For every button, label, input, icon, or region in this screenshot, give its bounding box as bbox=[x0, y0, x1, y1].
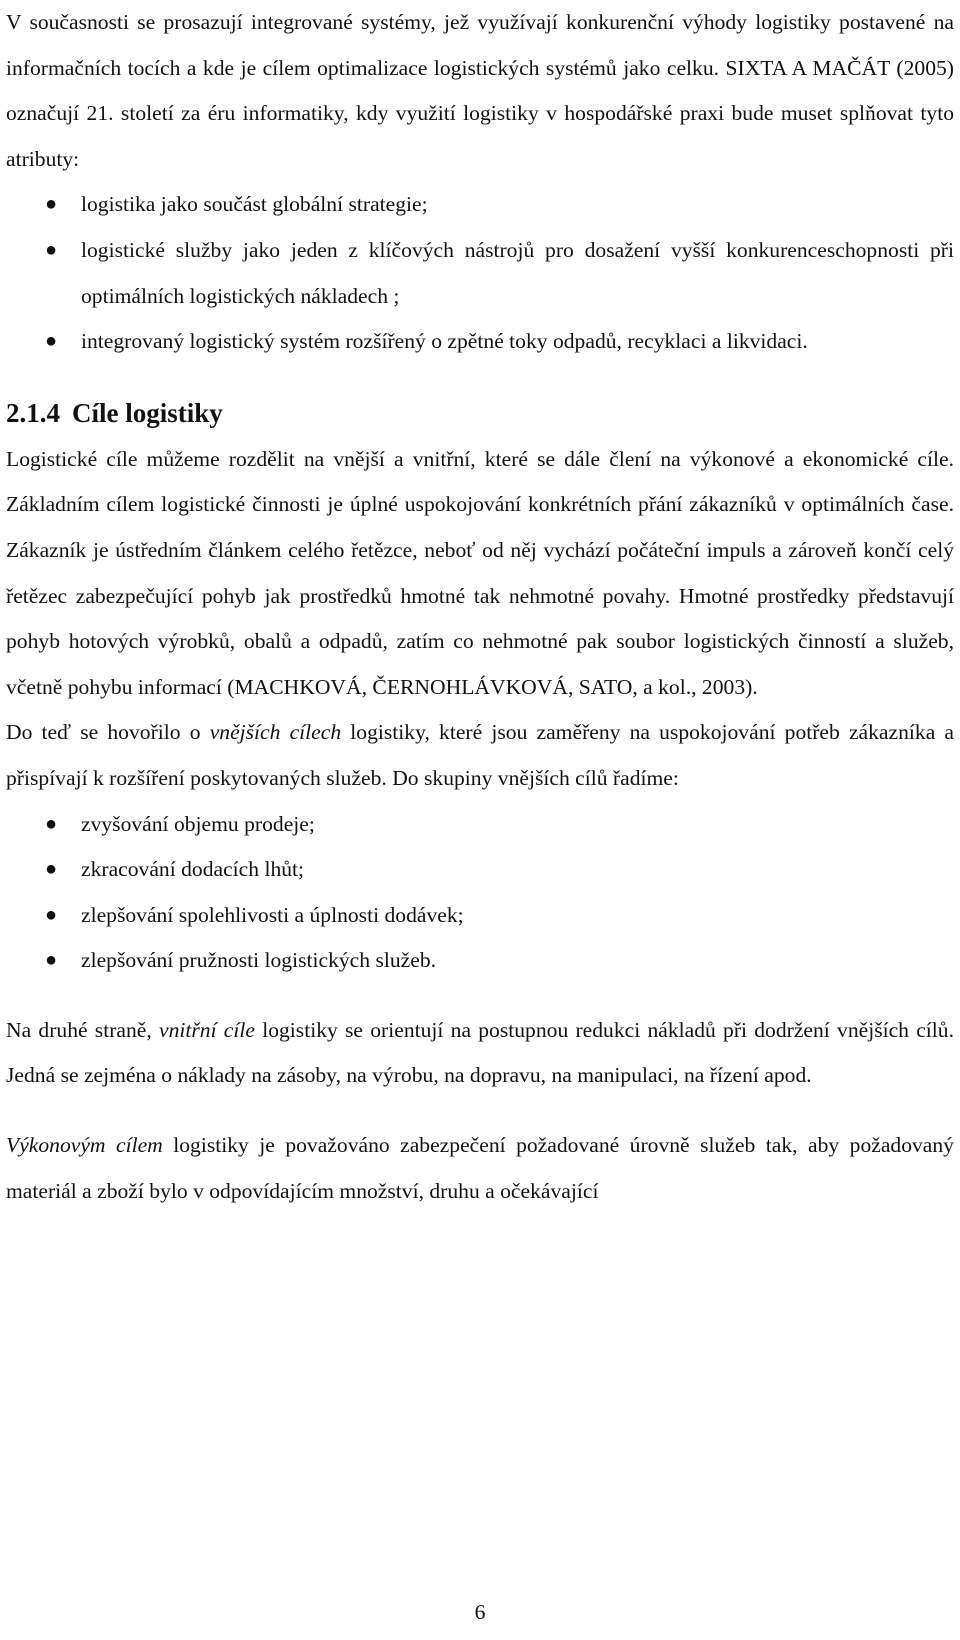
section-heading bbox=[6, 389, 954, 437]
bullet-icon: ● bbox=[45, 949, 58, 972]
list-item bbox=[6, 182, 954, 228]
emphasis-text: vnějších cílech bbox=[209, 720, 342, 745]
page-number: 6 bbox=[474, 1600, 486, 1624]
list-item-text: logistické služby jako jeden z klíčových nástrojů pro dosažení vyšší konkurenceschopnosti při optimálních logistických nákladech ; bbox=[81, 237, 954, 308]
spacer bbox=[6, 1099, 954, 1123]
list-item bbox=[6, 802, 954, 848]
paragraph-text: logistiky, které jsou zaměřeny na uspokojování potřeb zákazníka a přispívají k rozšíření poskytovaných služeb. Do skupiny vnějších cílů řadíme: bbox=[6, 720, 955, 790]
bullet-icon: ● bbox=[45, 193, 58, 216]
paragraph-text: logistiky se orientují na postupnou redukci nákladů při dodržení vnějších cílů. Jedná se zejména o náklady na zásoby, na výrobu, na dopravu, na manipulaci, na řízení apod. bbox=[6, 1017, 954, 1088]
list-item bbox=[6, 847, 954, 893]
section-title: Cíle logistiky bbox=[72, 397, 223, 428]
paragraph-text: Na druhé straně, bbox=[6, 1017, 159, 1042]
list-item bbox=[6, 319, 954, 365]
paragraph-text: Do teď se hovořilo o bbox=[6, 720, 210, 745]
attributes-list bbox=[6, 182, 954, 364]
external-goals-paragraph bbox=[6, 710, 954, 801]
list-item-text: zlepšování spolehlivosti a úplnosti dodávek; bbox=[81, 902, 464, 927]
list-item bbox=[6, 938, 954, 984]
page-content bbox=[6, 0, 954, 1214]
list-item bbox=[6, 893, 954, 939]
list-item bbox=[6, 228, 954, 319]
list-item-text: zvyšování objemu prodeje; bbox=[81, 811, 315, 836]
paragraph-text: logistiky je považováno zabezpečení požadované úrovně služeb tak, aby požadovaný materiál a zboží bylo v odpovídajícím množství, druhu a očekávající bbox=[6, 1133, 954, 1203]
bullet-icon: ● bbox=[45, 903, 58, 926]
list-item-text: integrovaný logistický systém rozšířený o zpětné toky odpadů, recyklaci a likvidaci. bbox=[81, 329, 808, 354]
internal-goals-paragraph bbox=[6, 1008, 954, 1099]
bullet-icon: ● bbox=[45, 858, 58, 881]
bullet-icon: ● bbox=[45, 238, 58, 261]
list-item-text: zkracování dodacích lhůt; bbox=[81, 857, 305, 882]
section-number: 2.1.4 bbox=[6, 397, 60, 428]
spacer bbox=[6, 365, 954, 389]
performance-goal-paragraph bbox=[6, 1123, 954, 1214]
intro-paragraph: V současnosti se prosazují integrované systémy, jež využívají konkurenční výhody logistiky postavené na informačních tocích a kde je cílem optimalizace logistických systémů jako celku. SIXTA A MAČÁT (2005) označují 21. století za éru informatiky, kdy využití logistiky v hospodářské praxi bude muset splňovat tyto atributy: bbox=[6, 10, 954, 171]
external-goals-list bbox=[6, 802, 954, 984]
emphasis-text: vnitřní cíle bbox=[159, 1017, 255, 1042]
bullet-icon: ● bbox=[45, 812, 58, 835]
spacer bbox=[6, 984, 954, 1008]
emphasis-text: Výkonovým cílem bbox=[6, 1133, 163, 1158]
list-item-text: zlepšování pružnosti logistických služeb. bbox=[81, 948, 437, 973]
bullet-icon: ● bbox=[45, 330, 58, 353]
goals-paragraph: Logistické cíle můžeme rozdělit na vnější a vnitřní, které se dále člení na výkonové a ekonomické cíle. Základním cílem logistické činnosti je úplné uspokojování konkrétních přání zákazníků v optimálních čase. Zákazník je ústředním článkem celého řetězce, neboť od něj vychází počáteční impuls a zároveň končí celý řetězec zabezpečující pohyb jak prostředků hmotné tak nehmotné povahy. Hmotné prostředky představují pohyb hotových výrobků, obalů a odpadů, zatím co nehmotné pak soubor logistických činností a služeb, včetně pohybu informací (MACHKOVÁ, ČERNOHLÁVKOVÁ, SATO, a kol., 2003). bbox=[6, 446, 954, 699]
list-item-text: logistika jako součást globální strategie; bbox=[81, 192, 428, 217]
